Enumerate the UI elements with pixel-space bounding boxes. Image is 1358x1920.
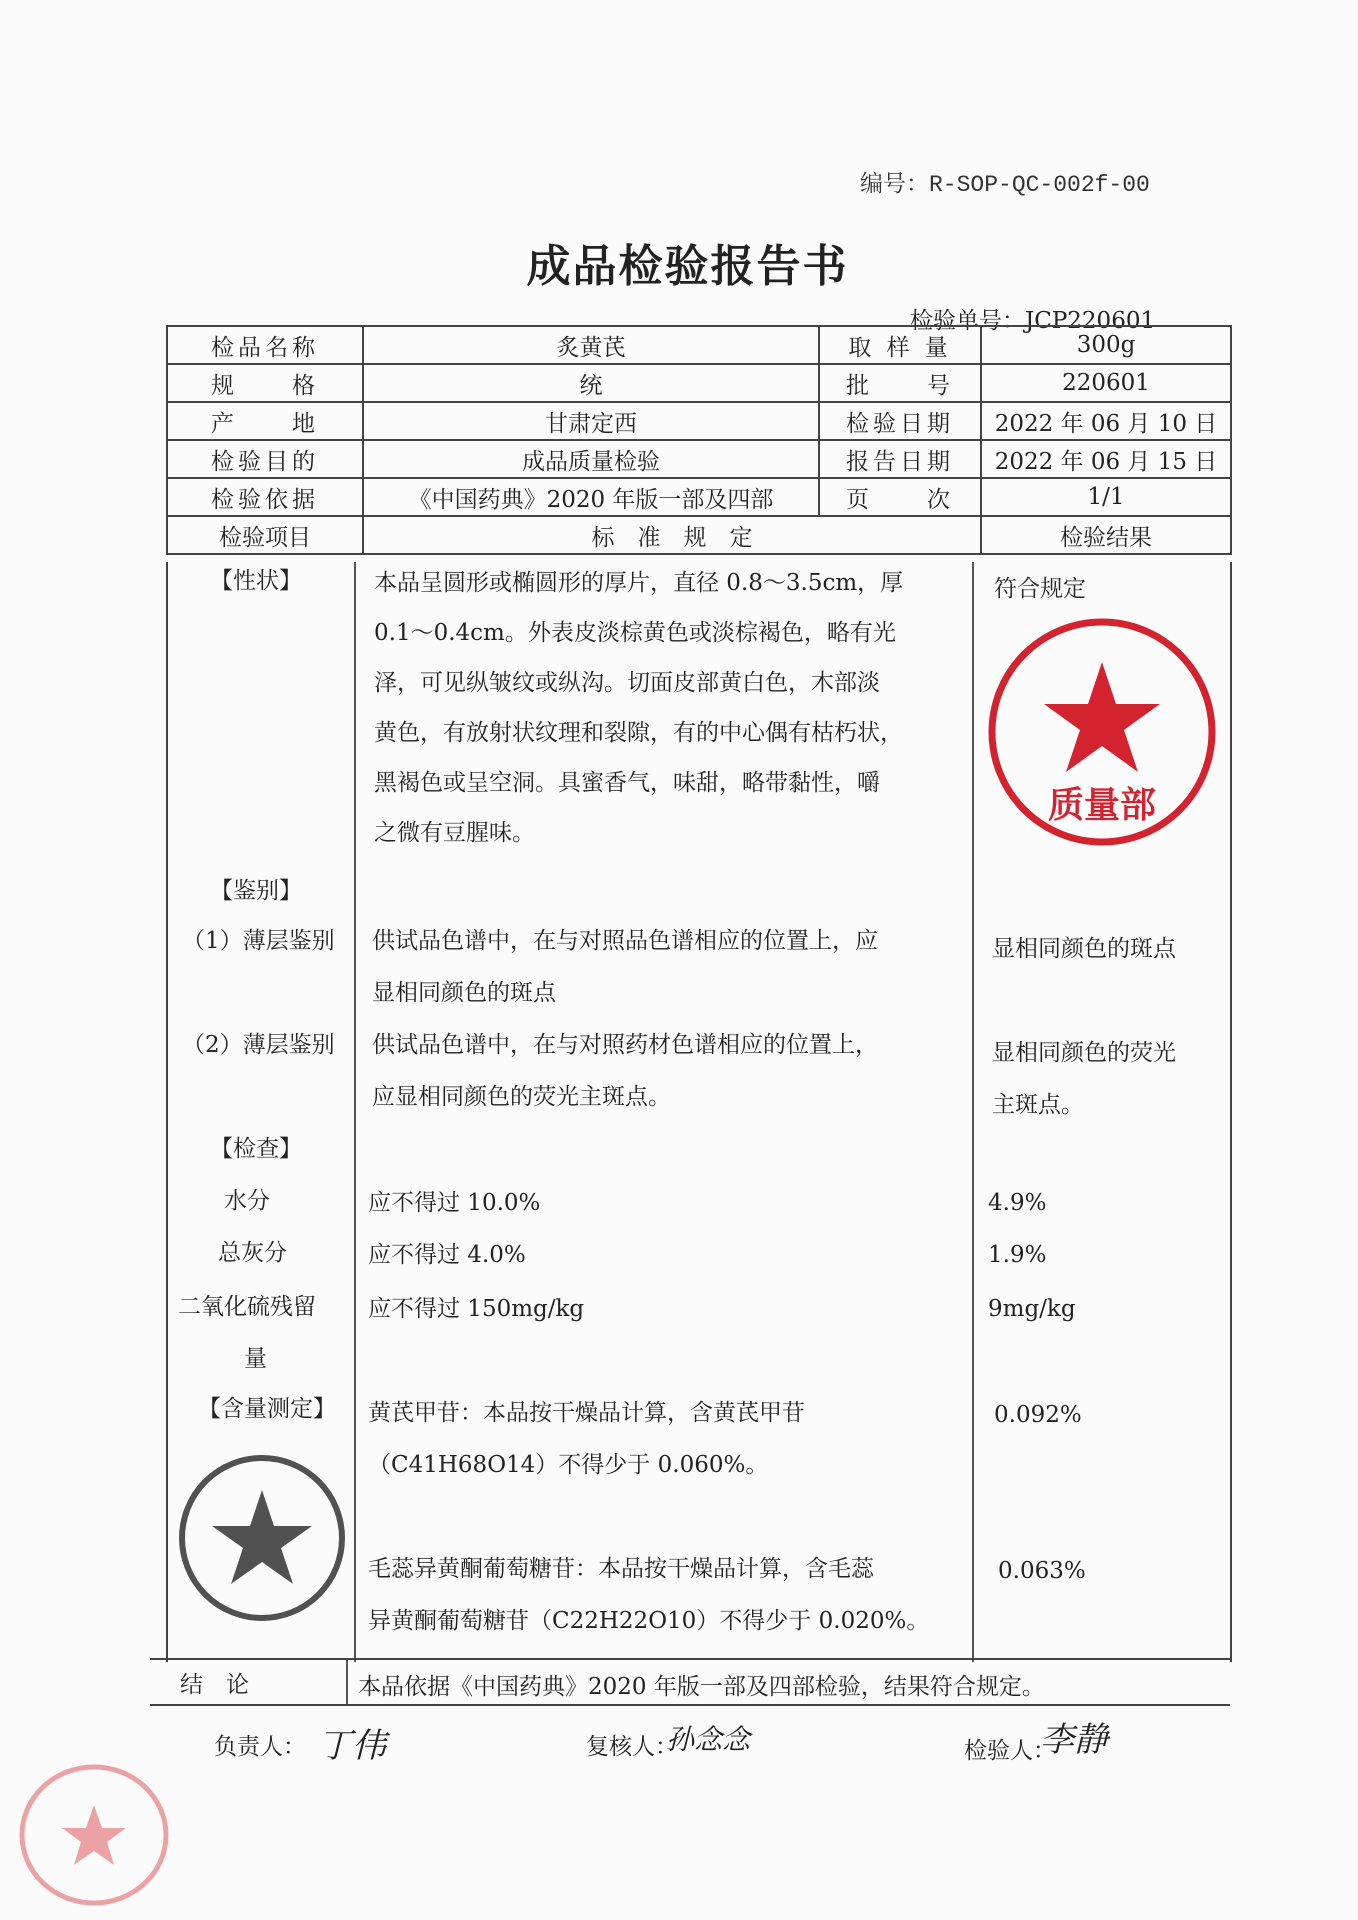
info-row [167, 440, 1231, 478]
info-l1: 检验依据 [167, 478, 363, 516]
info-v1: 成品质量检验 [363, 440, 819, 478]
svg-text:质量部: 质量部 [1047, 785, 1157, 826]
item-moisture: 水分 [224, 1188, 270, 1214]
result-tlc-2: 显相同颜色的荧光 [992, 1040, 1176, 1066]
standard-line: 0.1～0.4cm。外表皮淡棕黄色或淡棕褐色，略有光 [374, 620, 896, 646]
col-standard: 标 准 规 定 [363, 516, 981, 554]
result-moisture: 4.9% [988, 1190, 1047, 1216]
standard-line: 之微有豆腥味。 [374, 820, 535, 846]
item-ash: 总灰分 [218, 1240, 287, 1266]
info-row [167, 478, 1231, 516]
standard-line: 异黄酮葡萄糖苷（C22H22O10）不得少于 0.020%。 [368, 1608, 930, 1634]
standard-line: 本品呈圆形或椭圆形的厚片，直径 0.8～3.5cm，厚 [374, 570, 904, 596]
responsible-label: 负责人： [214, 1734, 306, 1760]
info-l2: 检验日期 [819, 402, 981, 440]
conclusion-row [150, 1658, 1230, 1706]
info-v2: 2022 年 06 月 15 日 [981, 440, 1231, 478]
result-tlc-2-cont: 主斑点。 [992, 1092, 1084, 1118]
result-tlc-1: 显相同颜色的斑点 [992, 936, 1176, 962]
star-icon [62, 1805, 126, 1865]
inspector-label: 检验人： [964, 1738, 1056, 1764]
reviewer-label: 复核人： [586, 1734, 678, 1760]
conclusion-text: 本品依据《中国药典》2020 年版一部及四部检验，结果符合规定。 [358, 1674, 1045, 1700]
conclusion-label: 结 论 [180, 1672, 249, 1698]
info-l1: 检验目的 [167, 440, 363, 478]
info-v2: 1/1 [981, 478, 1231, 516]
page-title: 成品检验报告书 [526, 241, 849, 292]
corner-stamp [14, 1760, 174, 1910]
info-v2: 300g [981, 326, 1231, 364]
standard-moisture: 应不得过 10.0% [368, 1190, 541, 1216]
col-item: 检验项目 [167, 516, 363, 554]
inspector-signature: 李静 [1040, 1720, 1108, 1760]
standard-line: 供试品色谱中，在与对照药材色谱相应的位置上， [372, 1032, 878, 1058]
standard-line: 供试品色谱中，在与对照品色谱相应的位置上，应 [372, 928, 878, 954]
section-identification: 【鉴别】 [210, 878, 302, 904]
col-result: 检验结果 [981, 516, 1231, 554]
info-row [167, 402, 1231, 440]
star-icon [1044, 662, 1160, 772]
info-table [166, 325, 1232, 555]
item-tlc-1: （1）薄层鉴别 [182, 928, 335, 954]
info-l2: 页 次 [819, 478, 981, 516]
info-l1: 检品名称 [167, 326, 363, 364]
info-v1: 统 [363, 364, 819, 402]
info-l2: 批 号 [819, 364, 981, 402]
info-l2: 报告日期 [819, 440, 981, 478]
reviewer-signature: 孙念念 [666, 1723, 751, 1756]
report-number: 检验单号：JCP220601 [910, 308, 1156, 334]
info-v1: 《中国药典》2020 年版一部及四部 [363, 478, 819, 516]
info-v1: 炙黄芪 [363, 326, 819, 364]
result-appearance: 符合规定 [994, 576, 1086, 602]
section-tests: 【检查】 [210, 1136, 302, 1162]
info-l2: 取 样 量 [819, 326, 981, 364]
standard-line: 应显相同颜色的荧光主斑点。 [372, 1084, 671, 1110]
info-row [167, 364, 1231, 402]
standard-line: 显相同颜色的斑点 [372, 980, 556, 1006]
star-icon [212, 1490, 312, 1584]
standard-ash: 应不得过 4.0% [368, 1242, 526, 1268]
document-code: 编号：R-SOP-QC-002f-00 [860, 172, 1150, 198]
result-calycosin: 0.063% [998, 1558, 1086, 1584]
section-appearance: 【性状】 [210, 568, 302, 594]
quality-dept-stamp [982, 612, 1222, 852]
info-row [167, 326, 1231, 364]
item-so2-cont: 量 [244, 1346, 267, 1372]
item-tlc-2: （2）薄层鉴别 [182, 1032, 335, 1058]
standard-line: （C41H68O14）不得少于 0.060%。 [368, 1452, 769, 1478]
info-l1: 规 格 [167, 364, 363, 402]
inspection-stamp [174, 1450, 350, 1626]
result-astragaloside: 0.092% [994, 1402, 1082, 1428]
info-v2: 220601 [981, 364, 1231, 402]
standard-line: 泽，可见纵皱纹或纵沟。切面皮部黄白色，木部淡 [374, 670, 880, 696]
standard-line: 毛蕊异黄酮葡萄糖苷：本品按干燥品计算，含毛蕊 [368, 1556, 874, 1582]
info-v1: 甘肃定西 [363, 402, 819, 440]
standard-line: 黄色，有放射状纹理和裂隙，有的中心偶有枯朽状， [374, 720, 903, 746]
responsible-signature: 丁伟 [318, 1726, 386, 1766]
info-l1: 产 地 [167, 402, 363, 440]
standard-line: 黄芪甲苷：本品按干燥品计算，含黄芪甲苷 [368, 1400, 805, 1426]
item-so2: 二氧化硫残留 [178, 1294, 316, 1320]
result-so2: 9mg/kg [988, 1296, 1076, 1322]
standard-line: 黑褐色或呈空洞。具蜜香气，味甜，略带黏性，嚼 [374, 770, 880, 796]
result-ash: 1.9% [988, 1242, 1047, 1268]
section-assay: 【含量测定】 [198, 1396, 336, 1422]
info-v2: 2022 年 06 月 10 日 [981, 402, 1231, 440]
column-header-row [167, 516, 1231, 554]
standard-so2: 应不得过 150mg/kg [368, 1296, 585, 1322]
